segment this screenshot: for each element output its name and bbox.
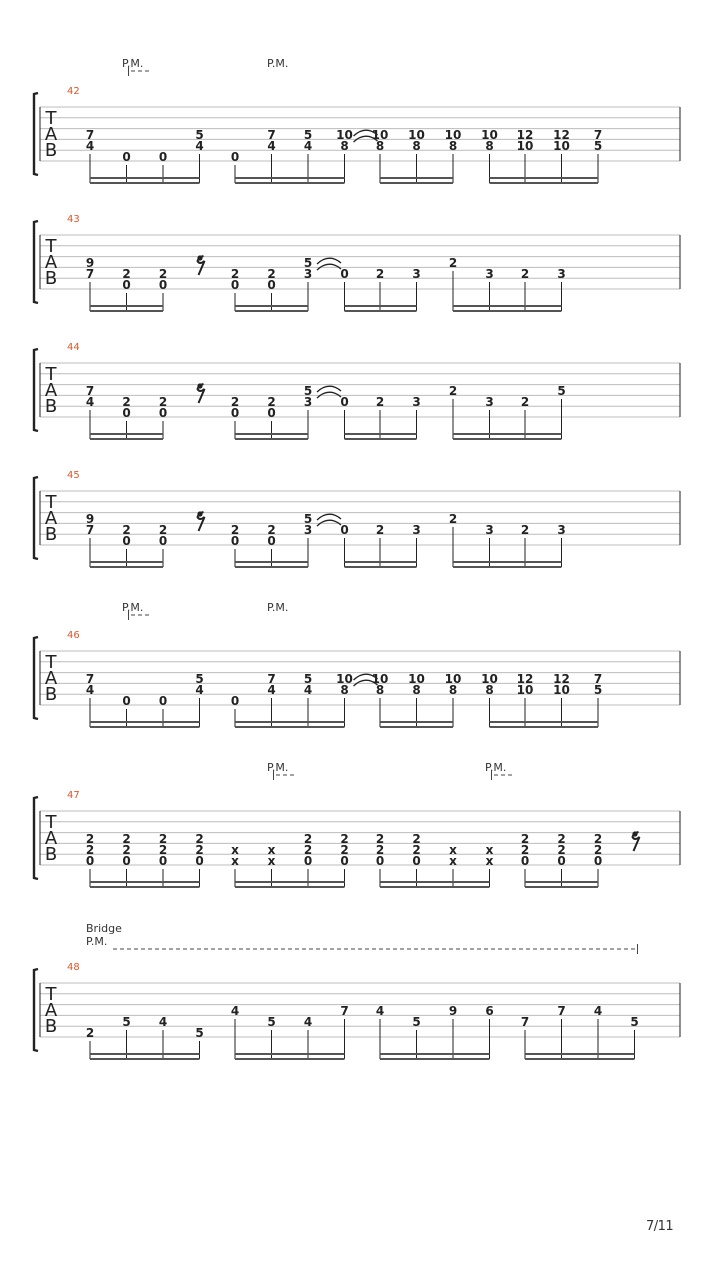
fret-number: 10 [481, 128, 498, 142]
tab-clef-letter: B [44, 268, 58, 289]
fret-number: 2 [340, 832, 349, 846]
fret-number: 4 [267, 139, 276, 153]
fret-number: 0 [520, 854, 530, 868]
palm-mute-label: P.M. [267, 761, 289, 774]
fret-number: 2 [85, 1026, 95, 1040]
fret-number: 8 [340, 139, 349, 153]
fret-number: 3 [485, 395, 494, 409]
fret-number: 12 [516, 128, 534, 142]
fret-number: 4 [593, 1004, 603, 1018]
tab-clef-letter: T [45, 236, 57, 257]
fret-number: 7 [267, 672, 276, 686]
tab-clef-letter: B [44, 524, 58, 545]
fret-number: 0 [303, 854, 313, 868]
fret-number: 4 [267, 683, 276, 697]
fret-number: 5 [195, 128, 204, 142]
fret-number: x [231, 854, 239, 868]
fret-number: 0 [230, 278, 240, 292]
fret-number: 10 [371, 672, 389, 686]
fret-number: x [485, 843, 494, 857]
fret-number: 0 [158, 694, 168, 708]
palm-mute-label: P.M. [122, 601, 144, 614]
fret-number: 5 [593, 139, 603, 153]
fret-number: 2 [375, 523, 385, 537]
fret-number: 4 [85, 139, 95, 153]
fret-number: x [485, 854, 494, 868]
fret-number: 10 [553, 139, 570, 153]
fret-number: 2 [412, 832, 421, 846]
fret-number: 10 [371, 128, 389, 142]
fret-number: 2 [122, 267, 131, 281]
fret-number: 9 [85, 256, 95, 270]
fret-number: 0 [85, 854, 95, 868]
tab-clef-letter: B [44, 1016, 58, 1037]
fret-number: 10 [553, 683, 570, 697]
eighth-rest-dot [632, 831, 637, 836]
fret-number: 12 [553, 128, 570, 142]
fret-number: 3 [303, 523, 313, 537]
staff-bracket [34, 797, 38, 879]
fret-number: 10 [516, 139, 534, 153]
fret-number: 4 [195, 683, 204, 697]
tie-arc [317, 258, 341, 264]
fret-number: 10 [408, 128, 425, 142]
fret-number: 5 [122, 1015, 131, 1029]
fret-number: 2 [520, 395, 530, 409]
page-number: 7/11 [646, 1219, 674, 1234]
palm-mute-label: P.M. [122, 57, 144, 70]
fret-number: 2 [267, 523, 276, 537]
fret-number: 4 [195, 139, 204, 153]
fret-number: x [449, 843, 457, 857]
fret-number: 5 [303, 128, 313, 142]
fret-number: 8 [485, 139, 494, 153]
fret-number: 4 [85, 395, 95, 409]
fret-number: 0 [230, 534, 240, 548]
fret-number: 5 [195, 1026, 204, 1040]
fret-number: 0 [122, 278, 131, 292]
fret-number: 0 [122, 406, 131, 420]
fret-number: 0 [267, 534, 276, 548]
measure-number: 45 [67, 470, 80, 481]
fret-number: x [267, 843, 276, 857]
staff-bracket [34, 477, 38, 559]
tab-clef-letter: B [44, 684, 58, 705]
fret-number: 2 [557, 843, 566, 857]
fret-number: 6 [485, 1004, 494, 1018]
fret-number: 5 [593, 683, 603, 697]
tab-clef-letter: A [44, 828, 58, 849]
fret-number: 4 [230, 1004, 240, 1018]
fret-number: 0 [195, 854, 204, 868]
fret-number: 2 [375, 832, 385, 846]
measure-number: 48 [67, 962, 80, 973]
fret-number: 2 [593, 832, 603, 846]
tab-clef-letter: B [44, 844, 58, 865]
fret-number: 2 [122, 832, 131, 846]
measure-number: 44 [67, 342, 80, 353]
fret-number: 10 [336, 672, 353, 686]
staff-bracket [34, 93, 38, 175]
staff-bracket [34, 637, 38, 719]
tie-arc [317, 386, 341, 392]
fret-number: 7 [85, 384, 95, 398]
fret-number: 12 [516, 672, 534, 686]
fret-number: 2 [303, 832, 313, 846]
fret-number: 0 [340, 854, 349, 868]
fret-number: 9 [85, 512, 95, 526]
fret-number: 0 [340, 523, 349, 537]
fret-number: 7 [85, 128, 95, 142]
fret-number: 0 [122, 150, 131, 164]
fret-number: 4 [303, 683, 313, 697]
fret-number: 2 [122, 395, 131, 409]
eighth-rest-dot [197, 511, 202, 516]
fret-number: 5 [195, 672, 204, 686]
fret-number: 2 [267, 395, 276, 409]
fret-number: 2 [340, 843, 349, 857]
fret-number: 8 [375, 683, 385, 697]
fret-number: 0 [267, 278, 276, 292]
fret-number: 7 [267, 128, 276, 142]
fret-number: 2 [593, 843, 603, 857]
fret-number: 5 [557, 384, 566, 398]
fret-number: 2 [230, 267, 240, 281]
fret-number: 0 [122, 854, 131, 868]
eighth-rest-dot [197, 255, 202, 260]
fret-number: 5 [303, 512, 313, 526]
fret-number: 2 [520, 832, 530, 846]
fret-number: 8 [485, 683, 494, 697]
fret-number: 2 [85, 832, 95, 846]
fret-number: x [449, 854, 457, 868]
fret-number: 3 [412, 523, 421, 537]
fret-number: 10 [444, 672, 462, 686]
tab-clef-letter: T [45, 108, 57, 129]
fret-number: 8 [375, 139, 385, 153]
fret-number: 3 [557, 523, 566, 537]
fret-number: 10 [516, 683, 534, 697]
fret-number: 2 [448, 384, 458, 398]
fret-number: 3 [485, 523, 494, 537]
fret-number: 8 [412, 683, 421, 697]
fret-number: 10 [444, 128, 462, 142]
palm-mute-label: P.M. [267, 601, 289, 614]
fret-number: 0 [593, 854, 603, 868]
fret-number: 0 [158, 534, 168, 548]
fret-number: 12 [553, 672, 570, 686]
fret-number: 2 [158, 832, 168, 846]
fret-number: 7 [593, 128, 603, 142]
fret-number: 2 [267, 267, 276, 281]
palm-mute-label: P.M. [485, 761, 507, 774]
fret-number: 0 [230, 694, 240, 708]
fret-number: 0 [158, 854, 168, 868]
fret-number: 2 [448, 512, 458, 526]
tab-clef-letter: A [44, 380, 58, 401]
tab-clef-letter: B [44, 396, 58, 417]
tab-clef-letter: A [44, 508, 58, 529]
fret-number: 10 [481, 672, 498, 686]
fret-number: 7 [520, 1015, 530, 1029]
fret-number: 10 [336, 128, 353, 142]
fret-number: 7 [593, 672, 603, 686]
tab-clef-letter: A [44, 1000, 58, 1021]
fret-number: 7 [85, 523, 95, 537]
staff-bracket [34, 969, 38, 1051]
fret-number: 7 [85, 267, 95, 281]
tab-clef-letter: B [44, 140, 58, 161]
fret-number: 0 [158, 150, 168, 164]
fret-number: 0 [158, 406, 168, 420]
fret-number: 0 [122, 694, 131, 708]
fret-number: 2 [85, 843, 95, 857]
tab-clef-letter: A [44, 124, 58, 145]
tab-clef-letter: T [45, 492, 57, 513]
fret-number: 2 [195, 843, 204, 857]
fret-number: 2 [520, 843, 530, 857]
palm-mute-label: P.M. [267, 57, 289, 70]
section-label: Bridge [86, 922, 122, 935]
fret-number: 4 [158, 1015, 168, 1029]
fret-number: 5 [303, 256, 313, 270]
fret-number: 0 [340, 267, 349, 281]
fret-number: 5 [267, 1015, 276, 1029]
fret-number: 2 [122, 843, 131, 857]
fret-number: 10 [408, 672, 425, 686]
fret-number: 2 [230, 395, 240, 409]
fret-number: 0 [267, 406, 276, 420]
fret-number: 3 [303, 267, 313, 281]
fret-number: 2 [448, 256, 458, 270]
tab-clef-letter: T [45, 364, 57, 385]
measure-number: 43 [67, 214, 80, 225]
fret-number: 3 [485, 267, 494, 281]
fret-number: 3 [303, 395, 313, 409]
fret-number: 2 [375, 843, 385, 857]
fret-number: 4 [303, 1015, 313, 1029]
fret-number: 2 [412, 843, 421, 857]
fret-number: 8 [412, 139, 421, 153]
fret-number: 0 [230, 150, 240, 164]
tab-clef-letter: A [44, 252, 58, 273]
staff-bracket [34, 221, 38, 303]
fret-number: 5 [303, 672, 313, 686]
fret-number: 2 [303, 843, 313, 857]
tab-clef-letter: T [45, 812, 57, 833]
fret-number: 2 [158, 395, 168, 409]
fret-number: 5 [303, 384, 313, 398]
fret-number: 2 [520, 523, 530, 537]
staff-bracket [34, 349, 38, 431]
tab-clef-letter: T [45, 984, 57, 1005]
fret-number: 0 [412, 854, 421, 868]
fret-number: 3 [412, 395, 421, 409]
measure-number: 46 [67, 630, 80, 641]
fret-number: 2 [195, 832, 204, 846]
fret-number: 2 [520, 267, 530, 281]
fret-number: 7 [340, 1004, 349, 1018]
measure-number: 42 [67, 86, 80, 97]
palm-mute-label: P.M. [86, 935, 108, 948]
tab-clef-letter: A [44, 668, 58, 689]
fret-number: 2 [122, 523, 131, 537]
fret-number: x [267, 854, 276, 868]
fret-number: x [231, 843, 239, 857]
fret-number: 2 [158, 267, 168, 281]
fret-number: 3 [412, 267, 421, 281]
fret-number: 0 [122, 534, 131, 548]
fret-number: 2 [375, 267, 385, 281]
fret-number: 7 [557, 1004, 566, 1018]
fret-number: 9 [448, 1004, 458, 1018]
fret-number: 2 [158, 843, 168, 857]
eighth-rest-dot [197, 383, 202, 388]
fret-number: 2 [557, 832, 566, 846]
fret-number: 2 [230, 523, 240, 537]
fret-number: 2 [158, 523, 168, 537]
fret-number: 7 [85, 672, 95, 686]
fret-number: 5 [412, 1015, 421, 1029]
fret-number: 8 [448, 139, 458, 153]
fret-number: 0 [375, 854, 385, 868]
fret-number: 0 [230, 406, 240, 420]
fret-number: 0 [340, 395, 349, 409]
fret-number: 4 [85, 683, 95, 697]
fret-number: 2 [375, 395, 385, 409]
fret-number: 4 [375, 1004, 385, 1018]
tab-clef-letter: T [45, 652, 57, 673]
fret-number: 3 [557, 267, 566, 281]
fret-number: 8 [340, 683, 349, 697]
fret-number: 0 [557, 854, 566, 868]
measure-number: 47 [67, 790, 80, 801]
fret-number: 5 [630, 1015, 639, 1029]
fret-number: 0 [158, 278, 168, 292]
fret-number: 4 [303, 139, 313, 153]
fret-number: 8 [448, 683, 458, 697]
tie-arc [317, 514, 341, 520]
